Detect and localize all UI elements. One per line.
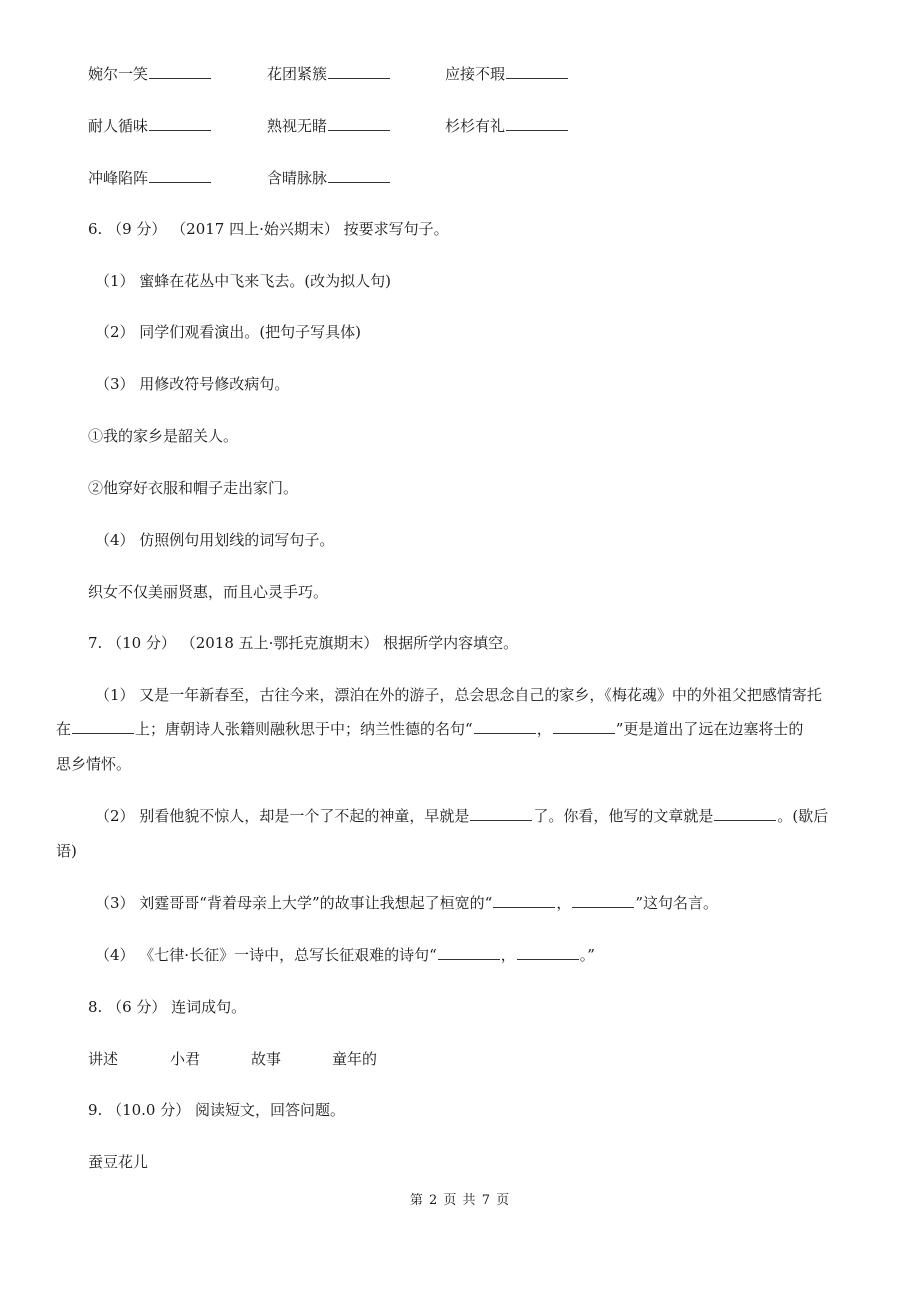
idiom-text: 花团紧簇: [267, 65, 328, 83]
q8-word: 童年的: [332, 1050, 378, 1068]
answer-blank[interactable]: [72, 719, 134, 734]
q6-sentence-1: ①我的家乡是韶关人。: [88, 427, 239, 445]
text: ”这句名言。: [635, 894, 719, 912]
answer-blank[interactable]: [149, 168, 211, 183]
q7-part-4: [95, 945, 595, 965]
text: ，: [536, 720, 552, 738]
idiom-item: [88, 116, 212, 136]
answer-blank[interactable]: [149, 64, 211, 79]
q7-part-1-line-2: [56, 719, 803, 739]
idiom-item: [88, 64, 212, 84]
page-footer: 第 2 页 共 7 页: [409, 1193, 511, 1208]
answer-blank[interactable]: [714, 806, 776, 821]
answer-blank[interactable]: [493, 893, 555, 908]
idiom-item: [267, 168, 391, 188]
q6-part-1: （1） 蜜蜂在花丛中飞来飞去。(改为拟人句): [95, 272, 392, 290]
q8-word: 小君: [170, 1050, 201, 1068]
question-9-header: 9. （10.0 分） 阅读短文，回答问题。: [88, 1101, 346, 1119]
text: 了。你看，他写的文章就是: [533, 807, 714, 825]
answer-blank[interactable]: [517, 945, 579, 960]
text: ”更是道出了远在边塞将士的: [615, 720, 804, 738]
question-8-header: 8. （6 分） 连词成句。: [88, 998, 247, 1016]
idiom-text: 杉杉有礼: [445, 117, 506, 135]
answer-blank[interactable]: [506, 64, 568, 79]
q7-part-2-line-1: [95, 806, 828, 826]
q6-example: 织女不仅美丽贤惠，而且心灵手巧。: [88, 583, 329, 601]
text: （3） 刘霆哥哥“背着母亲上大学”的故事让我想起了桓宽的“: [95, 894, 493, 912]
text: （4） 《七律·长征》一诗中，总写长征艰难的诗句“: [95, 946, 437, 964]
idiom-text: 冲峰陷阵: [88, 169, 149, 187]
text: ，: [500, 946, 516, 964]
answer-blank[interactable]: [572, 893, 634, 908]
idiom-text: 含晴脉脉: [267, 169, 328, 187]
idiom-text: 婉尔一笑: [88, 65, 149, 83]
text: 在: [56, 720, 72, 738]
q7-part-3: [95, 893, 718, 913]
idiom-item: [445, 64, 569, 84]
text: 。(歇后: [777, 807, 829, 825]
text: ，: [556, 894, 572, 912]
q9-passage-title: 蚕豆花儿: [88, 1153, 149, 1171]
answer-blank[interactable]: [470, 806, 532, 821]
answer-blank[interactable]: [328, 168, 390, 183]
text: 。”: [579, 946, 595, 964]
answer-blank[interactable]: [149, 116, 211, 131]
answer-blank[interactable]: [506, 116, 568, 131]
text: 上；唐朝诗人张籍则融秋思于中；纳兰性德的名句“: [135, 720, 473, 738]
q7-part-2-line-2: 语): [56, 842, 77, 860]
answer-blank[interactable]: [438, 945, 500, 960]
text: （2） 别看他貌不惊人，却是一个了不起的神童，早就是: [95, 807, 470, 825]
q8-word: 故事: [251, 1050, 282, 1068]
idiom-item: [267, 116, 391, 136]
answer-blank[interactable]: [328, 116, 390, 131]
idiom-item: [267, 64, 391, 84]
idiom-item: [88, 168, 212, 188]
answer-blank[interactable]: [474, 719, 536, 734]
question-6-header: 6. （9 分） （2017 四上·始兴期末） 按要求写句子。: [88, 220, 449, 238]
question-7-header: 7. （10 分） （2018 五上·鄂托克旗期末） 根据所学内容填空。: [88, 634, 519, 652]
q6-part-2: （2） 同学们观看演出。(把句子写具体): [95, 323, 362, 341]
answer-blank[interactable]: [553, 719, 615, 734]
q6-part-4: （4） 仿照例句用划线的词写句子。: [95, 531, 335, 549]
q7-part-1-line-3: 思乡情怀。: [56, 755, 132, 773]
q6-part-3: （3） 用修改符号修改病句。: [95, 375, 290, 393]
q8-word: 讲述: [88, 1050, 119, 1068]
q6-sentence-2: ②他穿好衣服和帽子走出家门。: [88, 479, 299, 497]
idiom-text: 应接不瑕: [445, 65, 506, 83]
idiom-item: [445, 116, 569, 136]
answer-blank[interactable]: [328, 64, 390, 79]
q7-part-1-line-1: （1） 又是一年新春至，古往今来，漂泊在外的游子，总会思念自己的家乡，《梅花魂》中的外祖父把感情寄托: [95, 686, 822, 704]
idiom-text: 耐人循味: [88, 117, 149, 135]
idiom-text: 熟视无睹: [267, 117, 328, 135]
